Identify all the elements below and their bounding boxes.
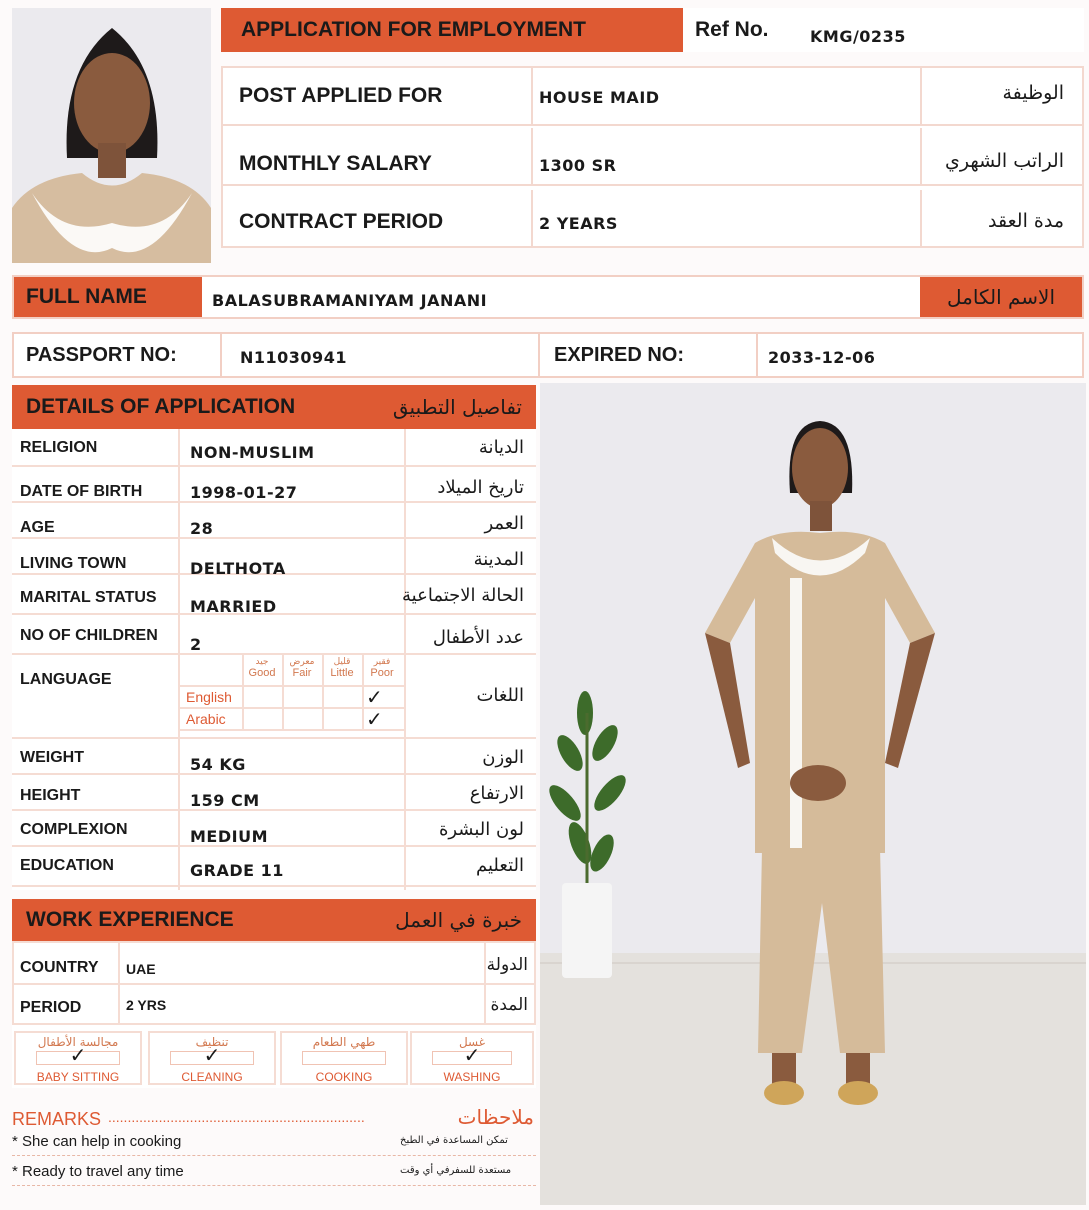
passport-label: PASSPORT NO:	[26, 344, 177, 366]
details-header	[12, 385, 536, 429]
post-value: HOUSE MAID	[539, 88, 660, 107]
work-header	[12, 899, 536, 941]
salary-value: 1300 SR	[539, 156, 617, 175]
row-value: 1998-01-27	[190, 483, 298, 502]
language-grid	[180, 655, 404, 737]
row-label: HEIGHT	[20, 787, 81, 804]
skill-cooking: طهي الطعام COOKING	[280, 1031, 408, 1085]
post-applied-row	[223, 68, 1082, 126]
row-arabic: الارتفاع	[469, 783, 524, 804]
row-value: 2	[190, 635, 202, 654]
details-title: DETAILS OF APPLICATION	[26, 395, 296, 418]
country-label: COUNTRY	[20, 959, 99, 976]
children-row	[12, 615, 536, 655]
marital-row	[12, 575, 536, 615]
row-arabic: الوزن	[482, 747, 524, 768]
level-fair: معرض Fair	[289, 657, 315, 679]
skill-cleaning: تنظيف ✓ CLEANING	[148, 1031, 276, 1085]
remark-line-1: * She can help in cooking	[12, 1133, 182, 1150]
language-arabic-name: Arabic	[186, 711, 226, 727]
skill-washing: غسل ✓ WASHING	[410, 1031, 534, 1085]
applicant-photo	[12, 8, 211, 263]
salary-arabic: الراتب الشهري	[945, 150, 1064, 172]
expiry-label: EXPIRED NO:	[554, 344, 685, 366]
row-label: NO OF CHILDREN	[20, 627, 158, 644]
full-name-label: FULL NAME	[14, 277, 202, 317]
language-arabic: اللغات	[476, 685, 524, 706]
country-value: UAE	[126, 961, 156, 977]
row-arabic: لون البشرة	[438, 819, 524, 840]
complexion-row	[12, 811, 536, 847]
remarks-section	[12, 1105, 536, 1200]
ref-label: Ref No.	[683, 8, 804, 52]
check-icon: ✓	[463, 1045, 481, 1067]
row-value: 54 KG	[190, 755, 246, 774]
remarks-arabic: ملاحظات	[457, 1105, 534, 1129]
row-label: AGE	[20, 519, 55, 536]
row-arabic: العمر	[484, 513, 524, 534]
check-icon: ✓	[203, 1045, 221, 1067]
remark-line-2-arabic: مستعدة للسفرفي أي وقت	[400, 1165, 512, 1176]
row-arabic: التعليم	[476, 855, 524, 876]
contract-label: CONTRACT PERIOD	[239, 210, 444, 233]
applicant-portrait-icon	[12, 8, 211, 263]
row-arabic: المدينة	[473, 549, 524, 570]
english-check: ✓	[366, 687, 383, 709]
skill-baby-sitting: مجالسة الأطفال ✓ BABY SITTING	[14, 1031, 142, 1085]
language-label: LANGUAGE	[20, 671, 112, 688]
details-section	[12, 385, 536, 890]
level-poor: فقير Poor	[370, 657, 394, 679]
age-row	[12, 503, 536, 539]
row-label: LIVING TOWN	[20, 555, 127, 572]
full-name-value: BALASUBRAMANIYAM JANANI	[212, 291, 488, 310]
row-label: COMPLEXION	[20, 821, 128, 838]
work-title: WORK EXPERIENCE	[26, 908, 234, 931]
row-value: GRADE 11	[190, 861, 284, 880]
row-value: NON-MUSLIM	[190, 443, 315, 462]
job-table	[221, 66, 1084, 248]
work-table	[12, 941, 536, 1025]
row-label: MARITAL STATUS	[20, 589, 157, 606]
expiry-value: 2033-12-06	[768, 348, 876, 367]
arabic-check: ✓	[366, 709, 383, 731]
work-experience-section	[12, 899, 536, 1088]
row-value: 28	[190, 519, 214, 538]
passport-bar	[12, 332, 1084, 378]
remarks-label: REMARKS	[12, 1109, 102, 1129]
row-arabic: الحالة الاجتماعية	[402, 585, 524, 606]
language-row	[12, 655, 536, 739]
row-label: WEIGHT	[20, 749, 84, 766]
period-value: 2 YRS	[126, 997, 167, 1013]
period-arabic: المدة	[490, 995, 528, 1015]
level-good: جيد Good	[248, 657, 276, 679]
row-label: RELIGION	[20, 439, 98, 456]
weight-row	[12, 739, 536, 775]
full-body-portrait-icon	[540, 383, 1086, 1205]
contract-value: 2 YEARS	[539, 214, 618, 233]
check-icon: ✓	[69, 1045, 87, 1067]
row-value: DELTHOTA	[190, 559, 286, 578]
row-arabic: الديانة	[478, 437, 524, 458]
work-title-arabic: خبرة في العمل	[395, 908, 522, 932]
row-value: 159 CM	[190, 791, 260, 810]
details-title-arabic: تفاصيل التطبيق	[392, 395, 522, 419]
salary-row	[223, 128, 1082, 186]
remarks-dots: ..................................................................	[108, 1109, 365, 1125]
religion-row	[12, 429, 536, 467]
remark-line-2: * Ready to travel any time	[12, 1163, 184, 1180]
row-arabic: عدد الأطفال	[432, 627, 524, 648]
contract-row	[223, 190, 1082, 248]
form-title: APPLICATION FOR EMPLOYMENT	[221, 8, 683, 52]
post-label: POST APPLIED FOR	[239, 84, 443, 107]
row-value: MARRIED	[190, 597, 277, 616]
level-little: قليل Little	[330, 657, 354, 679]
remark-line-1-arabic: تمكن المساعدة في الطبخ	[400, 1135, 508, 1146]
post-arabic: الوظيفة	[1002, 82, 1064, 104]
contract-arabic: مدة العقد	[988, 210, 1064, 232]
full-body-photo	[540, 383, 1086, 1205]
period-label: PERIOD	[20, 999, 82, 1016]
row-arabic: تاريخ الميلاد	[437, 477, 524, 498]
row-label: DATE OF BIRTH	[20, 483, 143, 500]
full-name-arabic: الاسم الكامل	[920, 277, 1082, 317]
row-label: EDUCATION	[20, 857, 114, 874]
ref-value: KMG/0235	[804, 8, 1084, 52]
height-row	[12, 775, 536, 811]
full-name-bar	[12, 275, 1084, 319]
education-row	[12, 847, 536, 887]
language-english: English	[186, 689, 232, 705]
salary-label: MONTHLY SALARY	[239, 152, 432, 175]
passport-value: N11030941	[240, 348, 347, 367]
row-value: MEDIUM	[190, 827, 268, 846]
dob-row	[12, 467, 536, 503]
country-arabic: الدولة	[486, 955, 528, 975]
town-row	[12, 539, 536, 578]
